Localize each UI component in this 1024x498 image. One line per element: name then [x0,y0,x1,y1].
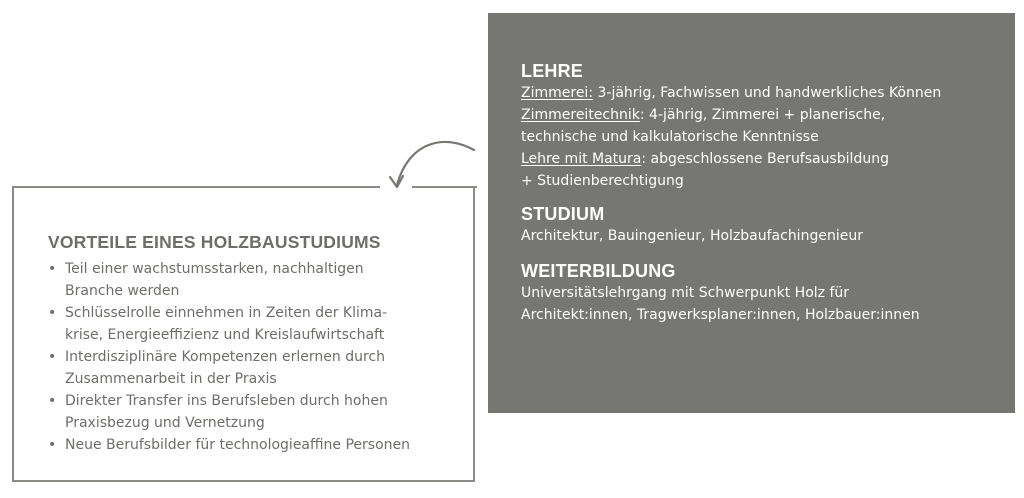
box-top-border-left [12,186,380,188]
curved-arrow-icon [380,130,480,200]
lehre-heading: LEHRE [521,61,584,81]
weiterbildung-heading: WEITERBILDUNG [521,261,676,281]
zimmerei-text: 3-jährig, Fachwissen und handwerkliches Können [593,85,942,101]
advantages-list [48,258,410,456]
bullet: • [48,437,57,453]
bullet: • [48,261,57,277]
list-item-line: Praxisbezug und Vernetzung [65,415,265,431]
list-item-line: Interdisziplinäre Kompetenzen erlernen durch [65,349,385,365]
list-item-line: Neue Berufsbilder für technologieaffine Personen [65,437,411,453]
list-item-line: Schlüsselrolle einnehmen in Zeiten der Klima- [65,305,388,321]
bullet: • [48,305,57,321]
list-item [48,258,410,302]
career-paths-content [521,60,1005,326]
list-item [48,434,410,456]
zimmerei-label: Zimmerei: [521,85,594,101]
advantages-title: VORTEILE EINES HOLZBAUSTUDIUMS [48,232,381,252]
zimmereitechnik-text-cont: technische und kalkulatorische Kenntnisse [521,129,819,145]
zimmereitechnik-text: : 4-jährig, Zimmerei + planerische, [639,107,886,123]
studium-heading: STUDIUM [521,204,605,224]
weiterbildung-line1: Universitätslehrgang mit Schwerpunkt Holz für [521,285,850,301]
bullet: • [48,393,57,409]
lehre-matura-line [521,148,1005,170]
list-item-line: Teil einer wachstumsstarken, nachhaltigen [65,261,364,277]
lehre-zimmerei-line [521,82,1005,104]
list-item [48,346,410,390]
zimmereitechnik-label: Zimmereitechnik [521,107,640,123]
weiterbildung-line2: Architekt:innen, Tragwerksplaner:innen, Holzbauer:innen [521,307,920,323]
career-paths-panel [488,13,1015,413]
matura-label: Lehre mit Matura [521,151,642,167]
advantages-box [12,186,475,482]
matura-text: : abgeschlossene Berufsausbildung [641,151,889,167]
lehre-zimmereitechnik-line [521,104,1005,126]
list-item-line: krise, Energieeffizienz und Kreislaufwirtschaft [65,327,385,343]
list-item-line: Branche werden [65,283,180,299]
list-item [48,390,410,434]
list-item-line: Zusammenarbeit in der Praxis [65,371,277,387]
bullet: • [48,349,57,365]
list-item [48,302,410,346]
list-item-line: Direkter Transfer ins Berufsleben durch hohen [65,393,388,409]
matura-text-cont: + Studienberechtigung [521,173,684,189]
studium-text: Architektur, Bauingenieur, Holzbaufachingenieur [521,228,863,244]
